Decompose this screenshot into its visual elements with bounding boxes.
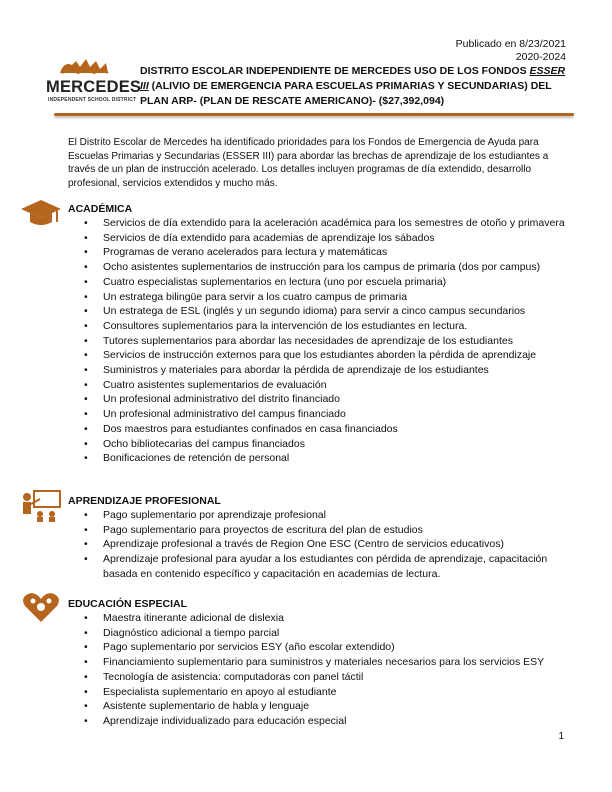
section-title-aprendizaje: APRENDIZAJE PROFESIONAL <box>68 495 221 507</box>
list-item: • Servicios de día extendido para la aceleración académica para los semestres de otoño y primavera <box>84 216 584 231</box>
list-item: • Ocho asistentes suplementarios de instrucción para los campus de primaria (dos por campus) <box>84 260 584 275</box>
list-item: • Servicios de instrucción externos para que los estudiantes aborden la pérdida de aprendizaje <box>84 348 584 363</box>
published-date: Publicado en 8/23/2021 <box>455 38 566 50</box>
list-item: • Tutores suplementarios para abordar las necesidades de aprendizaje de los estudiantes <box>84 334 584 349</box>
academica-list <box>84 216 584 466</box>
list-item: • Pago suplementario por servicios ESY (año escolar extendido) <box>84 640 584 655</box>
page-title: DISTRITO ESCOLAR INDEPENDIENTE DE MERCEDES USO DE LOS FONDOS ESSER III (ALIVIO DE EMERGENCIA PARA ESCUELAS PRIMARIAS Y SECUNDARIAS) DEL PLAN ARP- (PLAN DE RESCATE AMERICANO)- ($27,392,094) <box>140 65 566 107</box>
list-item: • Pago suplementario para proyectos de escritura del plan de estudios <box>84 523 584 538</box>
section-title-especial: EDUCACIÓN ESPECIAL <box>68 598 188 610</box>
list-item: • Ocho bibliotecarias del campus financiados <box>84 437 584 452</box>
list-item: • Tecnología de asistencia: computadoras con panel táctil <box>84 670 584 685</box>
page-number: 1 <box>558 731 564 742</box>
list-item: • Dos maestros para estudiantes confinados en casa financiados <box>84 422 584 437</box>
list-item: • Cuatro asistentes suplementarios de evaluación <box>84 378 584 393</box>
list-item: • Un estratega bilingüe para servir a los cuatro campus de primaria <box>84 290 584 305</box>
publish-info <box>456 38 566 64</box>
presentation-icon <box>20 489 62 523</box>
list-item: • Asistente suplementario de habla y lenguaje <box>84 699 584 714</box>
aprendizaje-list <box>84 508 584 582</box>
intro-paragraph: El Distrito Escolar de Mercedes ha identificado prioridades para los Fondos de Emergencia de Ayuda para Escuelas Primarias y Secundarias (ESSER III) para abordar las brechas de aprendizaje de los estudiantes a través de un plan de instrucción acelerado. Los detalles incluyen programas de día extendido, desarrollo profesional, servicios extendidos y mucho más. <box>68 137 549 189</box>
list-item: • Bonificaciones de retención de personal <box>84 451 584 466</box>
list-item: • Cuatro especialistas suplementarios en lectura (uno por escuela primaria) <box>84 275 584 290</box>
list-item: • Consultores suplementarios para la intervención de los estudiantes en lectura. <box>84 319 584 334</box>
list-item: • Programas de verano acelerados para lectura y matemáticas <box>84 245 584 260</box>
list-item: • Un estratega de ESL (inglés y un segundo idioma) para servir a cinco campus secundarios <box>84 304 584 319</box>
list-item: • Financiamiento suplementario para suministros y materiales necesarios para los servicios ESY <box>84 655 584 670</box>
list-item: • Servicios de día extendido para academias de aprendizaje los sábados <box>84 231 584 246</box>
header-divider <box>54 113 574 116</box>
list-item: • Aprendizaje profesional a través de Region One ESC (Centro de servicios educativos) <box>84 537 584 552</box>
list-item: • Maestra itinerante adicional de dislexia <box>84 611 584 626</box>
list-item: • Suministros y materiales para abordar la pérdida de aprendizaje de los estudiantes <box>84 363 584 378</box>
list-item: • Diagnóstico adicional a tiempo parcial <box>84 626 584 641</box>
logo-subtitle: INDEPENDENT SCHOOL DISTRICT <box>48 97 137 103</box>
list-item: • Especialista suplementario en apoyo al estudiante <box>84 685 584 700</box>
especial-list <box>84 611 584 729</box>
puzzle-heart-icon <box>20 590 62 624</box>
list-item: • Pago suplementario por aprendizaje profesional <box>84 508 584 523</box>
list-item: • Un profesional administrativo del distrito financiado <box>84 392 584 407</box>
list-item: • Aprendizaje individualizado para educación especial <box>84 714 584 729</box>
logo-wordmark: MERCEDES <box>46 78 142 96</box>
list-item: • Un profesional administrativo del campus financiado <box>84 407 584 422</box>
school-years: 2020-2024 <box>515 51 566 63</box>
section-title-academica: ACADÉMICA <box>68 203 133 215</box>
graduation-cap-icon <box>20 196 62 230</box>
list-item: • Aprendizaje profesional para ayudar a los estudiantes con pérdida de aprendizaje, capacitación basada en contenido específico y capacitación en academias de lectura. <box>84 552 584 581</box>
